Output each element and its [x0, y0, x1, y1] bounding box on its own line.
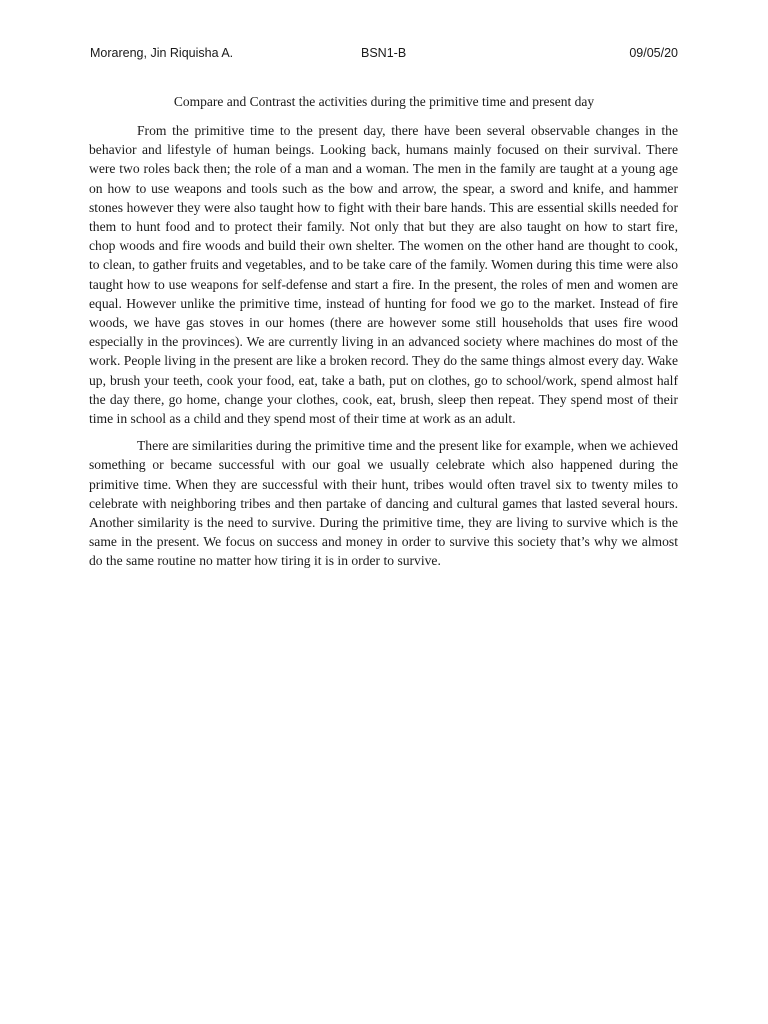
paragraph: There are similarities during the primitive time and the present like for example, when we achieved something or became successful with our goal we usually celebrate which also happened during the primitive time. When they are successful with their hunt, tribes would often travel six to twenty miles to celebrate with neighboring tribes and then partake of dancing and cultural games that lasted several hours. Another similarity is the need to survive. During the primitive time, they are living to survive which is the same in the present. We focus on success and money in order to survive this society that’s why we almost do the same routine no matter how tiring it is in order to survive. [89, 438, 678, 569]
document-date: 09/05/20 [629, 46, 678, 60]
author-name: Morareng, Jin Riquisha A. [90, 46, 234, 60]
page-header [90, 46, 680, 66]
section-code: BSN1-B [361, 46, 407, 60]
document-body [89, 121, 678, 571]
document-title: Compare and Contrast the activities during the primitive time and present day [173, 94, 595, 109]
paragraph: From the primitive time to the present day, there have been several observable changes in the behavior and lifestyle of human beings. Looking back, humans mainly focused on their survival. There were two roles back then; the role of a man and a woman. The men in the family are taught at a young age on how to use weapons and tools such as the bow and arrow, the spear, a sword and knife, and hammer stones however they were also taught how to fight with their bare hands. This are essential skills needed for them to hunt food and to protect their family. Not only that but they are also taught on how to start fire, chop woods and fire woods and build their own shelter. The women on the other hand are thought to cook, to clean, to gather fruits and vegetables, and to be take care of the family. Women during this time were also taught how to use weapons for self-defense and start a fire. In the present, the roles of men and women are equal. However unlike the primitive time, instead of hunting for food we go to the market. Instead of fire woods, we have gas stoves in our homes (there are however some still households that uses fire wood especially in the provinces). We are currently living in an advanced society where machines do most of the work. People living in the present are like a broken record. They do the same things almost every day. Wake up, brush your teeth, cook your food, eat, take a bath, put on clothes, go to school/work, spend almost half the day there, go home, change your clothes, cook, eat, brush, sleep then repeat. They spend most of their time in school as a child and they spend most of their time at work as an adult. [89, 123, 678, 427]
